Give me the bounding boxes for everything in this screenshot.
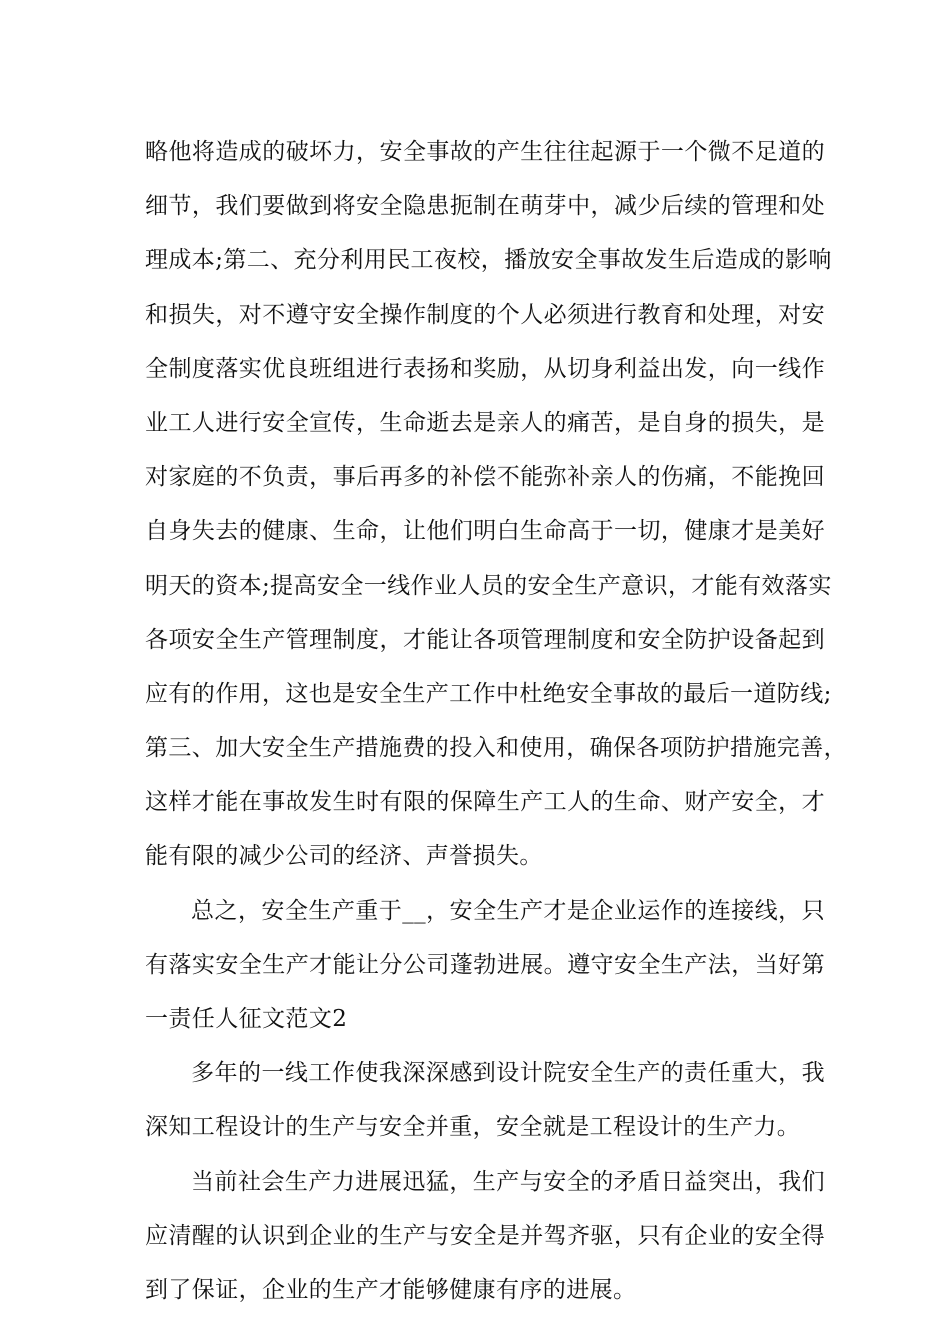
text-line: 有落实安全生产才能让分公司蓬勃进展。遵守安全生产法，当好第	[145, 951, 825, 978]
text-line: 能有限的减少公司的经济、声誉损失。	[145, 843, 543, 870]
text-line: 这样才能在事故发生时有限的保障生产工人的生命、财产安全，才	[145, 789, 825, 816]
text-line: 到了保证，企业的生产才能够健康有序的进展。	[145, 1276, 637, 1303]
document-body	[145, 125, 847, 1317]
text-line: 明天的资本;提高安全一线作业人员的安全生产意识，才能有效落实	[145, 572, 832, 599]
text-line: 应清醒的认识到企业的生产与安全是并驾齐驱，只有企业的安全得	[145, 1222, 825, 1249]
text-line: 细节，我们要做到将安全隐患扼制在萌芽中，减少后续的管理和处	[145, 193, 825, 220]
text-line: 一责任人征文范文2	[145, 1006, 348, 1032]
text-line: 多年的一线工作使我深深感到设计院安全生产的责任重大，我	[191, 1060, 825, 1087]
text-line: 对家庭的不负责，事后再多的补偿不能弥补亲人的伤痛，不能挽回	[145, 464, 825, 491]
text-line: 各项安全生产管理制度，才能让各项管理制度和安全防护设备起到	[145, 626, 825, 653]
text-line: 理成本;第二、充分利用民工夜校，播放安全事故发生后造成的影响	[145, 247, 832, 274]
text-line: 总之，安全生产重于__，安全生产才是企业运作的连接线，只	[191, 897, 825, 924]
text-line: 和损失，对不遵守安全操作制度的个人必须进行教育和处理，对安	[145, 301, 825, 328]
text-line: 略他将造成的破坏力，安全事故的产生往往起源于一个微不足道的	[145, 139, 825, 165]
text-line: 第三、加大安全生产措施费的投入和使用，确保各项防护措施完善，	[145, 735, 847, 762]
text-line: 自身失去的健康、生命，让他们明白生命高于一切，健康才是美好	[145, 518, 825, 545]
text-line: 深知工程设计的生产与安全并重，安全就是工程设计的生产力。	[145, 1114, 801, 1141]
text-line: 应有的作用，这也是安全生产工作中杜绝安全事故的最后一道防线;	[145, 680, 832, 707]
text-line: 全制度落实优良班组进行表扬和奖励，从切身利益出发，向一线作	[145, 355, 825, 382]
text-line: 业工人进行安全宣传，生命逝去是亲人的痛苦，是自身的损失，是	[145, 409, 825, 436]
text-line: 当前社会生产力进展迅猛，生产与安全的矛盾日益突出，我们	[191, 1168, 825, 1195]
